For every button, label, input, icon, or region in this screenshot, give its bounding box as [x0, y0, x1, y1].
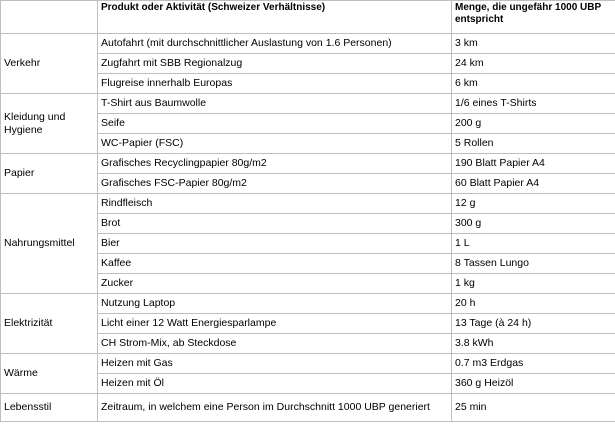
table-row [1, 154, 615, 174]
category-cell: Papier [1, 154, 98, 194]
header-amount: Menge, die ungefähr 1000 UBP entspricht [452, 1, 615, 34]
amount-cell: 60 Blatt Papier A4 [452, 174, 615, 194]
category-cell: Elektrizität [1, 294, 98, 354]
item-cell: Bier [98, 234, 452, 254]
amount-cell: 6 km [452, 74, 615, 94]
table-row [1, 194, 615, 214]
amount-cell: 1/6 eines T-Shirts [452, 94, 615, 114]
category-cell: Lebensstil [1, 394, 98, 422]
item-cell: Kaffee [98, 254, 452, 274]
table-row [1, 294, 615, 314]
table-row [1, 354, 615, 374]
header-row [1, 1, 615, 34]
table-row [1, 394, 615, 422]
amount-cell: 190 Blatt Papier A4 [452, 154, 615, 174]
amount-cell: 3 km [452, 34, 615, 54]
header-item: Produkt oder Aktivität (Schweizer Verhältnisse) [98, 1, 452, 34]
amount-cell: 20 h [452, 294, 615, 314]
header-category [1, 1, 98, 34]
item-cell: Seife [98, 114, 452, 134]
item-cell: Zucker [98, 274, 452, 294]
category-cell: Nahrungsmittel [1, 194, 98, 294]
amount-cell: 8 Tassen Lungo [452, 254, 615, 274]
item-cell: Heizen mit Gas [98, 354, 452, 374]
amount-cell: 360 g Heizöl [452, 374, 615, 394]
amount-cell: 1 kg [452, 274, 615, 294]
category-cell: Wärme [1, 354, 98, 394]
amount-cell: 5 Rollen [452, 134, 615, 154]
amount-cell: 24 km [452, 54, 615, 74]
category-cell: Kleidung und Hygiene [1, 94, 98, 154]
item-cell: Licht einer 12 Watt Energiesparlampe [98, 314, 452, 334]
item-cell: Heizen mit Öl [98, 374, 452, 394]
table-row [1, 34, 615, 54]
item-cell: Rindfleisch [98, 194, 452, 214]
amount-cell: 0.7 m3 Erdgas [452, 354, 615, 374]
category-cell: Verkehr [1, 34, 98, 94]
amount-cell: 200 g [452, 114, 615, 134]
item-cell: CH Strom-Mix, ab Steckdose [98, 334, 452, 354]
amount-cell: 13 Tage (à 24 h) [452, 314, 615, 334]
item-cell: WC-Papier (FSC) [98, 134, 452, 154]
table-row [1, 94, 615, 114]
item-cell: Zugfahrt mit SBB Regionalzug [98, 54, 452, 74]
item-cell: Flugreise innerhalb Europas [98, 74, 452, 94]
amount-cell: 300 g [452, 214, 615, 234]
item-cell: Grafisches Recyclingpapier 80g/m2 [98, 154, 452, 174]
item-cell: Autofahrt (mit durchschnittlicher Auslastung von 1.6 Personen) [98, 34, 452, 54]
item-cell: Zeitraum, in welchem eine Person im Durchschnitt 1000 UBP generiert [98, 394, 452, 422]
amount-cell: 12 g [452, 194, 615, 214]
item-cell: T-Shirt aus Baumwolle [98, 94, 452, 114]
item-cell: Brot [98, 214, 452, 234]
amount-cell: 25 min [452, 394, 615, 422]
amount-cell: 3.8 kWh [452, 334, 615, 354]
item-cell: Nutzung Laptop [98, 294, 452, 314]
amount-cell: 1 L [452, 234, 615, 254]
item-cell: Grafisches FSC-Papier 80g/m2 [98, 174, 452, 194]
